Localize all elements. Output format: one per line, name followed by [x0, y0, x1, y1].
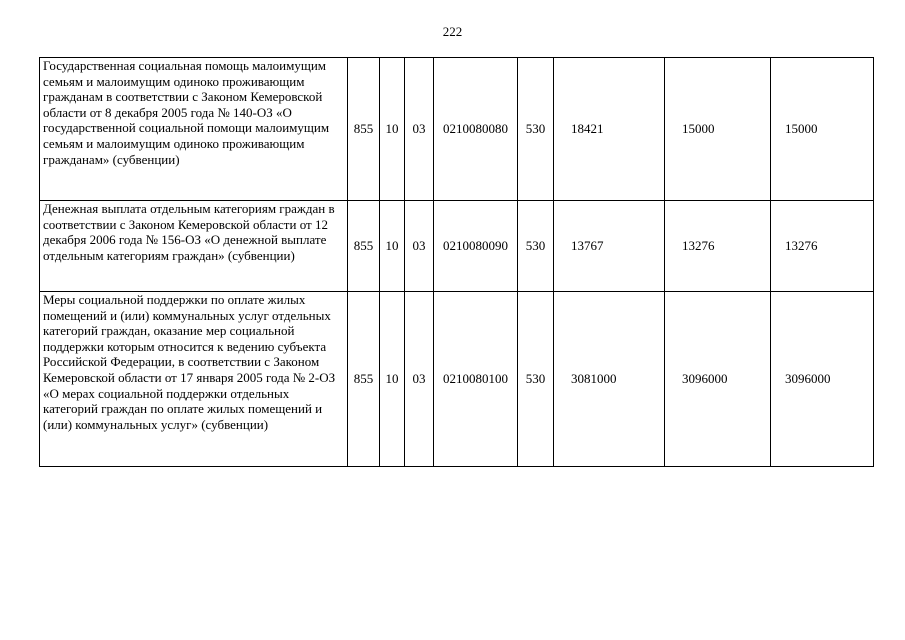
section-code: 10	[380, 201, 405, 292]
row-description: Денежная выплата отдельным категориям граждан в соответствии с Законом Кемеровской области от 12 декабря 2006 года № 156-ОЗ «О денежной выплате отдельным категориям граждан» (субвенции)	[40, 201, 348, 292]
amount-year-1: 18421	[554, 58, 665, 201]
target-article-code: 0210080090	[434, 201, 518, 292]
expense-type-code: 530	[518, 201, 554, 292]
target-article-code: 0210080080	[434, 58, 518, 201]
section-code: 10	[380, 292, 405, 467]
expense-type-code: 530	[518, 58, 554, 201]
subsection-code: 03	[405, 292, 434, 467]
page-number: 222	[442, 24, 463, 39]
amount-year-3: 13276	[771, 201, 874, 292]
ministry-code: 855	[348, 58, 380, 201]
table-row	[40, 201, 874, 292]
expense-type-code: 530	[518, 292, 554, 467]
amount-year-3: 15000	[771, 58, 874, 201]
table-row	[40, 292, 874, 467]
amount-year-1: 13767	[554, 201, 665, 292]
row-description: Государственная социальная помощь малоимущим семьям и малоимущим одиноко проживающим гражданам в соответствии с Законом Кемеровской области от 8 декабря 2005 года № 140-ОЗ «О государственной социальной помощи малоимущим семьям и малоимущим одиноко проживающим гражданам» (субвенции)	[40, 58, 348, 201]
budget-table	[39, 57, 874, 467]
ministry-code: 855	[348, 292, 380, 467]
amount-year-2: 3096000	[665, 292, 771, 467]
table-row	[40, 58, 874, 201]
subsection-code: 03	[405, 58, 434, 201]
ministry-code: 855	[348, 201, 380, 292]
amount-year-3: 3096000	[771, 292, 874, 467]
amount-year-2: 13276	[665, 201, 771, 292]
amount-year-1: 3081000	[554, 292, 665, 467]
section-code: 10	[380, 58, 405, 201]
amount-year-2: 15000	[665, 58, 771, 201]
target-article-code: 0210080100	[434, 292, 518, 467]
row-description: Меры социальной поддержки по оплате жилых помещений и (или) коммунальных услуг отдельных категорий граждан, оказание мер социальной поддержки которым относится к ведению субъекта Российской Федерации, в соответствии с Законом Кемеровской области от 17 января 2005 года № 2-ОЗ «О мерах социальной поддержки отдельных категорий граждан по оплате жилых помещений и (или) коммунальных услуг» (субвенции)	[40, 292, 348, 467]
subsection-code: 03	[405, 201, 434, 292]
